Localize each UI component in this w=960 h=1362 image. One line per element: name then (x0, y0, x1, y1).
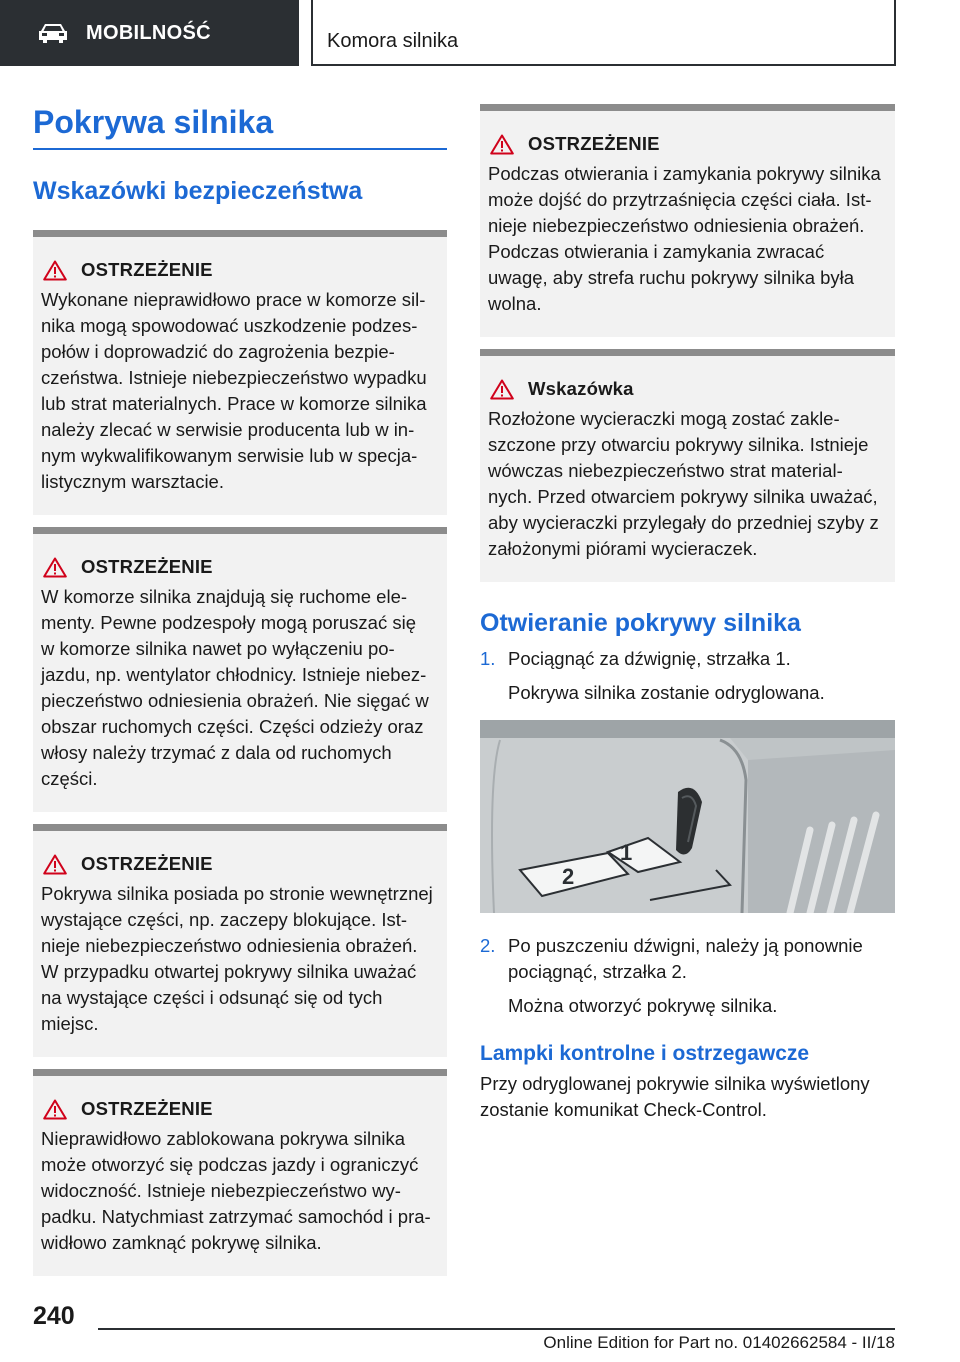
warning-triangle-icon (43, 1099, 67, 1120)
warning-box (33, 230, 447, 515)
step-2 (480, 933, 895, 985)
arrow-label-2: 2 (562, 864, 575, 889)
step-text: Po puszczeniu dźwigni, należy ją ponownie pociągnąć, strzałka 2. (508, 935, 863, 982)
warning-box (480, 104, 895, 337)
warning-heading: OSTRZEŻENIE (81, 556, 213, 577)
note-heading: Wskazówka (528, 378, 634, 399)
hood-release-lever-photo (480, 720, 895, 913)
warning-heading: OSTRZEŻENIE (528, 133, 660, 154)
lamps-text: Przy odryglowanej pokrywie silnika wyświetlony zostanie komunikat Check-Control. (480, 1073, 870, 1120)
step-result: Pokrywa silnika zostanie odryglowana. (508, 682, 825, 703)
step-text: Pociągnąć za dźwignię, strzałka 1. (508, 648, 791, 669)
right-column (480, 104, 895, 1123)
warning-heading: OSTRZEŻENIE (81, 1098, 213, 1119)
step-result: Można otworzyć pokrywę silnika. (508, 995, 778, 1016)
car-icon (36, 22, 70, 44)
warning-triangle-icon (490, 134, 514, 155)
warning-heading: OSTRZEŻENIE (81, 853, 213, 874)
warning-text: Wykonane nieprawidłowo prace w komorze sil- nika mogą spowodować uszkodzenie podzes- połów i doprowadzić do zagrożenia bezpie- czeństwa. Istnieje niebezpieczeństwo wypadku lub strat materialnych. Prace w komorze silnika należy zlecać w serwisie producenta lub w in- nym wykwalifikowanym serwisie lub w specja- listycznym warsztacie. (41, 289, 427, 492)
section-tab (0, 0, 299, 66)
warning-text: Podczas otwierania i zamykania pokrywy silnika może dojść do przytrzaśnięcia części ciała. Ist- nieje niebezpieczeństwo odniesienia obrażeń. Podczas otwierania i zamykania zwracać uwagę, aby strefa ruchu pokrywy silnika była wolna. (488, 163, 881, 314)
warning-triangle-icon (43, 557, 67, 578)
warning-triangle-icon (43, 260, 67, 281)
warning-triangle-icon (43, 854, 67, 875)
warning-box (33, 1069, 447, 1276)
warning-triangle-icon (490, 379, 514, 400)
left-column (33, 100, 447, 1276)
warning-text: Pokrywa silnika posiada po stronie wewnętrznej wystające części, np. zaczepy blokujące. Ist- nieje niebezpieczeństwo odniesienia obrażeń. W przypadku otwartej pokrywy silnika uważać na wystające części i odsunąć się od tych miejsc. (41, 883, 433, 1034)
warning-box (33, 527, 447, 812)
section-subtitle: Wskazówki bezpieczeństwa (33, 177, 363, 205)
step-number: 2. (480, 935, 496, 956)
step-number: 1. (480, 648, 496, 669)
page-number: 240 (33, 1302, 75, 1330)
footer-rule (98, 1328, 895, 1330)
note-box (480, 349, 895, 582)
note-text: Rozłożone wycieraczki mogą zostać zakle- szczone przy otwarciu pokrywy silnika. Istnieje wówczas niebezpieczeństwo strat material- nych. Przed otwarciem pokrywy silnika uważać, aby wycieraczki przylegały do przedniej szyby z założonymi piórami wycieraczek. (488, 408, 879, 559)
warning-box (33, 824, 447, 1057)
step-1 (480, 646, 895, 672)
section-heading-open: Otwieranie pokrywy silnika (480, 609, 801, 637)
arrow-label-1: 1 (620, 840, 633, 865)
warning-text: Nieprawidłowo zablokowana pokrywa silnika może otworzyć się podczas jazdy i ograniczyć widoczność. Istnieje niebezpieczeństwo wy- padku. Natychmiast zatrzymać samochód i pra- widłowo zamknąć pokrywę silnika. (41, 1128, 431, 1253)
page-title: Pokrywa silnika (33, 100, 447, 150)
section-title: MOBILNOŚĆ (86, 21, 211, 44)
warning-heading: OSTRZEŻENIE (81, 259, 213, 280)
chapter-title: Komora silnika (311, 0, 896, 66)
edition-note: Online Edition for Part no. 01402662584 - II/18 (543, 1333, 895, 1352)
warning-text: W komorze silnika znajdują się ruchome ele- menty. Pewne podzespoły mogą poruszać się w komorze silnika nawet po wyłączeniu po- jazdu, np. wentylator chłodnicy. Istnieje niebez- pieczeństwo odniesienia obrażeń. Nie sięgać w obszar ruchomych części. Części odzieży oraz włosy należy trzymać z dala od ruchomych części. (41, 586, 429, 789)
section-heading-lamps: Lampki kontrolne i ostrzegawcze (480, 1042, 810, 1065)
